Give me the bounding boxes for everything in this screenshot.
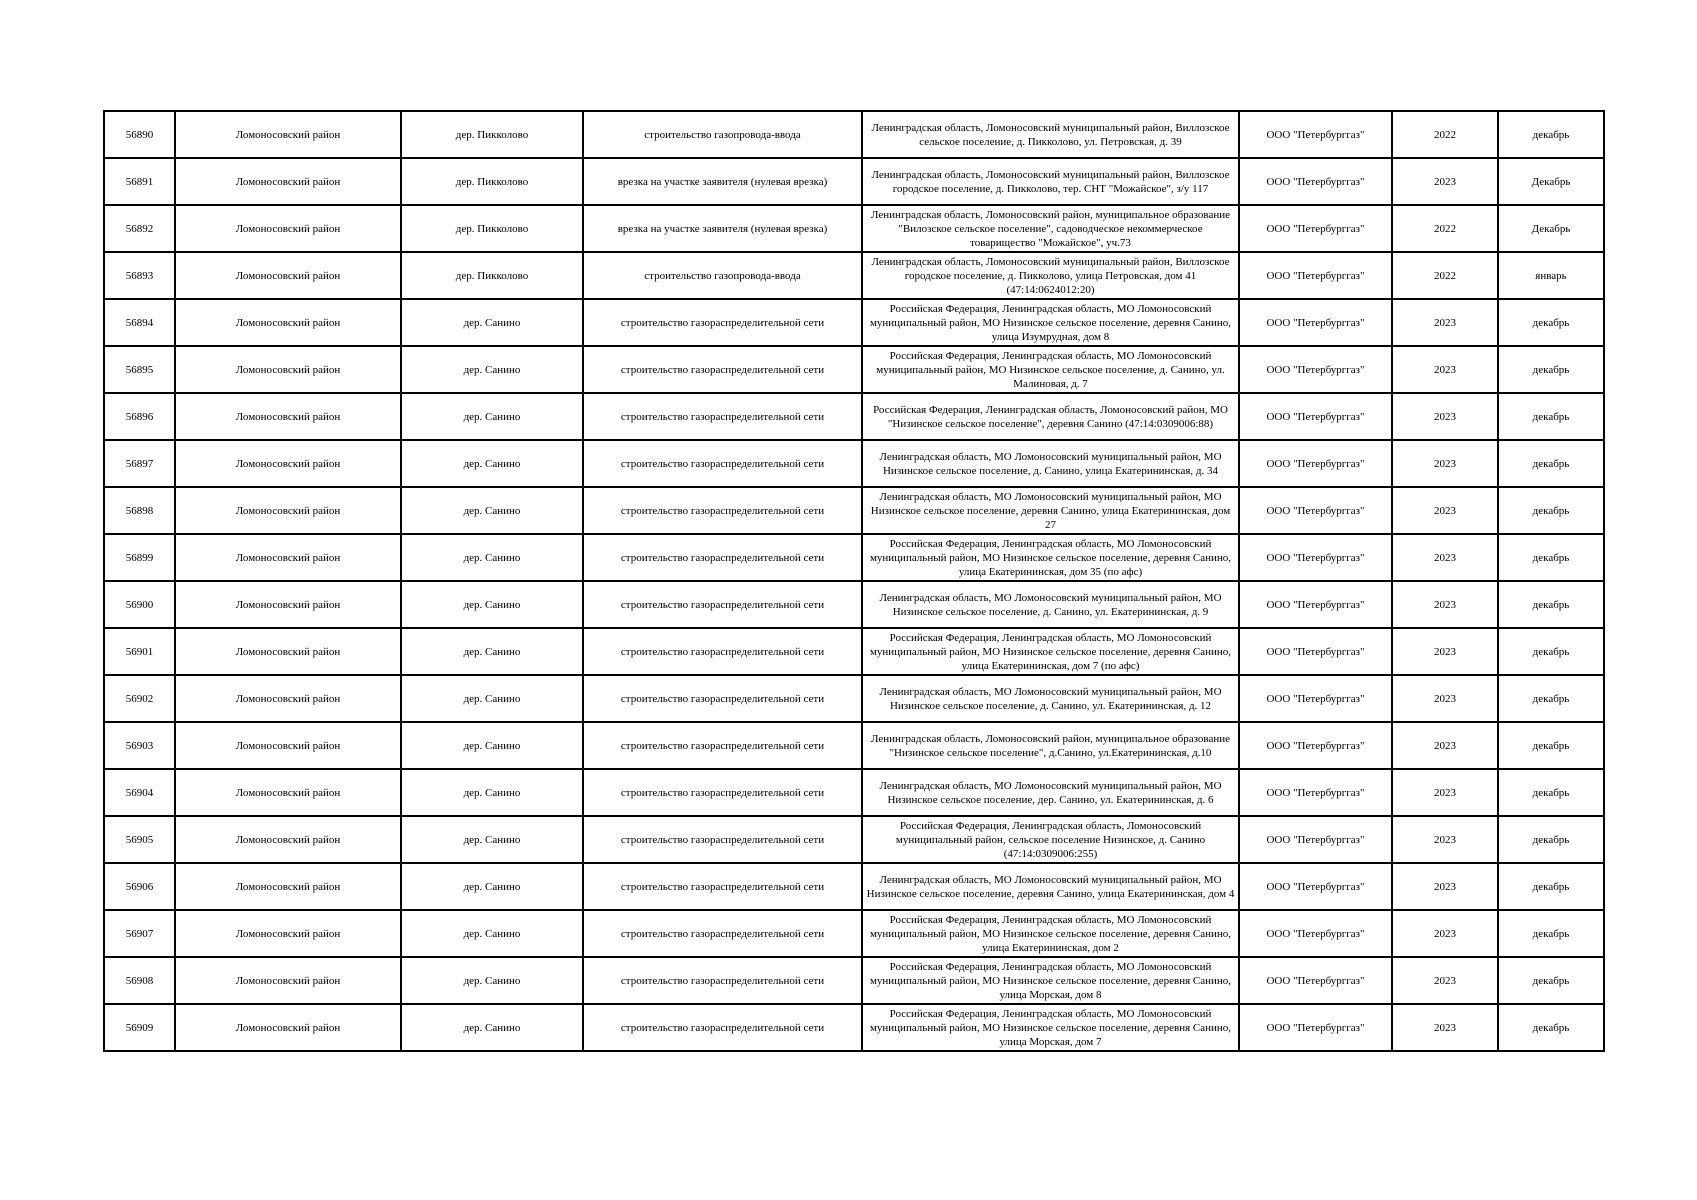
cell-settlement: дер. Санино bbox=[401, 534, 583, 581]
cell-address: Ленинградская область, Ломоносовский муниципальный район, Виллозское городское поселение, д. Пикколово, тер. СНТ "Можайское", з/у 117 bbox=[862, 158, 1239, 205]
cell-address: Российская Федерация, Ленинградская область, МО Ломоносовский муниципальный район, МО Низинское сельское поселение, деревня Санино, улица Екатерининская, дом 7 (по афс) bbox=[862, 628, 1239, 675]
cell-month: декабрь bbox=[1498, 910, 1604, 957]
cell-year: 2023 bbox=[1392, 346, 1498, 393]
cell-year: 2023 bbox=[1392, 158, 1498, 205]
cell-district: Ломоносовский район bbox=[175, 910, 401, 957]
cell-work-type: строительство газораспределительной сети bbox=[583, 299, 862, 346]
cell-settlement: дер. Пикколово bbox=[401, 158, 583, 205]
cell-year: 2023 bbox=[1392, 769, 1498, 816]
cell-organization: ООО "Петербурггаз" bbox=[1239, 299, 1392, 346]
cell-settlement: дер. Санино bbox=[401, 393, 583, 440]
cell-district: Ломоносовский район bbox=[175, 299, 401, 346]
cell-settlement: дер. Пикколово bbox=[401, 111, 583, 158]
cell-month: декабрь bbox=[1498, 1004, 1604, 1051]
cell-id: 56899 bbox=[104, 534, 175, 581]
cell-year: 2022 bbox=[1392, 205, 1498, 252]
cell-month: декабрь bbox=[1498, 675, 1604, 722]
cell-month: декабрь bbox=[1498, 816, 1604, 863]
cell-month: декабрь bbox=[1498, 111, 1604, 158]
cell-district: Ломоносовский район bbox=[175, 769, 401, 816]
cell-year: 2023 bbox=[1392, 1004, 1498, 1051]
cell-address: Ленинградская область, МО Ломоносовский муниципальный район, МО Низинское сельское поселение, д. Санино, ул. Екатерининская, д. 12 bbox=[862, 675, 1239, 722]
cell-id: 56896 bbox=[104, 393, 175, 440]
cell-district: Ломоносовский район bbox=[175, 957, 401, 1004]
cell-id: 56893 bbox=[104, 252, 175, 299]
cell-address: Российская Федерация, Ленинградская область, МО Ломоносовский муниципальный район, МО Низинское сельское поселение, д. Санино, ул. Малиновая, д. 7 bbox=[862, 346, 1239, 393]
cell-organization: ООО "Петербурггаз" bbox=[1239, 863, 1392, 910]
cell-organization: ООО "Петербурггаз" bbox=[1239, 1004, 1392, 1051]
cell-id: 56909 bbox=[104, 1004, 175, 1051]
cell-month: декабрь bbox=[1498, 487, 1604, 534]
cell-work-type: строительство газораспределительной сети bbox=[583, 957, 862, 1004]
cell-month: декабрь bbox=[1498, 722, 1604, 769]
cell-district: Ломоносовский район bbox=[175, 440, 401, 487]
cell-organization: ООО "Петербурггаз" bbox=[1239, 534, 1392, 581]
cell-district: Ломоносовский район bbox=[175, 581, 401, 628]
cell-month: декабрь bbox=[1498, 863, 1604, 910]
table-row bbox=[104, 910, 1604, 957]
cell-month: январь bbox=[1498, 252, 1604, 299]
cell-settlement: дер. Санино bbox=[401, 957, 583, 1004]
cell-id: 56904 bbox=[104, 769, 175, 816]
cell-id: 56895 bbox=[104, 346, 175, 393]
cell-organization: ООО "Петербурггаз" bbox=[1239, 487, 1392, 534]
cell-year: 2023 bbox=[1392, 628, 1498, 675]
cell-address: Ленинградская область, МО Ломоносовский муниципальный район, МО Низинское сельское поселение, д. Санино, улица Екатерининская, д. 34 bbox=[862, 440, 1239, 487]
cell-settlement: дер. Пикколово bbox=[401, 205, 583, 252]
cell-address: Российская Федерация, Ленинградская область, МО Ломоносовский муниципальный район, МО Низинское сельское поселение, деревня Санино, улица Изумрудная, дом 8 bbox=[862, 299, 1239, 346]
cell-id: 56898 bbox=[104, 487, 175, 534]
cell-district: Ломоносовский район bbox=[175, 816, 401, 863]
cell-address: Ленинградская область, Ломоносовский район, муниципальное образование "Низинское сельское поселение", д.Санино, ул.Екатерининская, д.10 bbox=[862, 722, 1239, 769]
table-row bbox=[104, 863, 1604, 910]
cell-work-type: врезка на участке заявителя (нулевая врезка) bbox=[583, 158, 862, 205]
cell-year: 2023 bbox=[1392, 957, 1498, 1004]
table-row bbox=[104, 346, 1604, 393]
cell-organization: ООО "Петербурггаз" bbox=[1239, 581, 1392, 628]
cell-month: декабрь bbox=[1498, 299, 1604, 346]
cell-organization: ООО "Петербурггаз" bbox=[1239, 111, 1392, 158]
cell-settlement: дер. Санино bbox=[401, 581, 583, 628]
cell-year: 2023 bbox=[1392, 910, 1498, 957]
cell-address: Ленинградская область, МО Ломоносовский муниципальный район, МО Низинское сельское поселение, д. Санино, ул. Екатерининская, д. 9 bbox=[862, 581, 1239, 628]
cell-work-type: строительство газораспределительной сети bbox=[583, 346, 862, 393]
table-row bbox=[104, 816, 1604, 863]
cell-id: 56906 bbox=[104, 863, 175, 910]
cell-work-type: строительство газораспределительной сети bbox=[583, 393, 862, 440]
cell-settlement: дер. Санино bbox=[401, 722, 583, 769]
cell-settlement: дер. Санино bbox=[401, 910, 583, 957]
table-row bbox=[104, 675, 1604, 722]
cell-month: декабрь bbox=[1498, 628, 1604, 675]
table-row bbox=[104, 1004, 1604, 1051]
cell-address: Ленинградская область, Ломоносовский муниципальный район, Виллозское городское поселение, д. Пикколово, улица Петровская, дом 41 (47:14:0624012:20) bbox=[862, 252, 1239, 299]
cell-id: 56905 bbox=[104, 816, 175, 863]
cell-address: Российская Федерация, Ленинградская область, Ломоносовский район, МО "Низинское сельское поселение", деревня Санино (47:14:0309006:88) bbox=[862, 393, 1239, 440]
cell-organization: ООО "Петербурггаз" bbox=[1239, 628, 1392, 675]
cell-work-type: строительство газораспределительной сети bbox=[583, 487, 862, 534]
cell-settlement: дер. Санино bbox=[401, 628, 583, 675]
cell-work-type: строительство газопровода-ввода bbox=[583, 111, 862, 158]
table-row bbox=[104, 393, 1604, 440]
cell-work-type: врезка на участке заявителя (нулевая врезка) bbox=[583, 205, 862, 252]
cell-year: 2023 bbox=[1392, 581, 1498, 628]
cell-organization: ООО "Петербурггаз" bbox=[1239, 910, 1392, 957]
cell-id: 56907 bbox=[104, 910, 175, 957]
cell-month: декабрь bbox=[1498, 769, 1604, 816]
table-row bbox=[104, 299, 1604, 346]
cell-district: Ломоносовский район bbox=[175, 346, 401, 393]
cell-work-type: строительство газораспределительной сети bbox=[583, 440, 862, 487]
table-body bbox=[104, 111, 1604, 1051]
cell-work-type: строительство газораспределительной сети bbox=[583, 769, 862, 816]
cell-month: Декабрь bbox=[1498, 205, 1604, 252]
cell-address: Российская Федерация, Ленинградская область, Ломоносовский муниципальный район, сельское поселение Низинское, д. Санино (47:14:0309006:255) bbox=[862, 816, 1239, 863]
cell-year: 2023 bbox=[1392, 816, 1498, 863]
cell-year: 2023 bbox=[1392, 393, 1498, 440]
cell-month: декабрь bbox=[1498, 393, 1604, 440]
cell-year: 2022 bbox=[1392, 252, 1498, 299]
cell-settlement: дер. Санино bbox=[401, 769, 583, 816]
cell-organization: ООО "Петербурггаз" bbox=[1239, 346, 1392, 393]
cell-organization: ООО "Петербурггаз" bbox=[1239, 205, 1392, 252]
cell-address: Ленинградская область, МО Ломоносовский муниципальный район, МО Низинское сельское поселение, деревня Санино, улица Екатерининская, дом 27 bbox=[862, 487, 1239, 534]
cell-address: Российская Федерация, Ленинградская область, МО Ломоносовский муниципальный район, МО Низинское сельское поселение, деревня Санино, улица Морская, дом 7 bbox=[862, 1004, 1239, 1051]
cell-id: 56892 bbox=[104, 205, 175, 252]
cell-settlement: дер. Санино bbox=[401, 1004, 583, 1051]
cell-id: 56902 bbox=[104, 675, 175, 722]
cell-settlement: дер. Санино bbox=[401, 346, 583, 393]
cell-address: Ленинградская область, Ломоносовский муниципальный район, Виллозское сельское поселение, д. Пикколово, ул. Петровская, д. 39 bbox=[862, 111, 1239, 158]
table-row bbox=[104, 252, 1604, 299]
cell-settlement: дер. Санино bbox=[401, 440, 583, 487]
cell-organization: ООО "Петербурггаз" bbox=[1239, 722, 1392, 769]
table-row bbox=[104, 769, 1604, 816]
cell-district: Ломоносовский район bbox=[175, 393, 401, 440]
cell-id: 56903 bbox=[104, 722, 175, 769]
cell-organization: ООО "Петербурггаз" bbox=[1239, 769, 1392, 816]
cell-id: 56890 bbox=[104, 111, 175, 158]
cell-address: Российская Федерация, Ленинградская область, МО Ломоносовский муниципальный район, МО Низинское сельское поселение, деревня Санино, улица Морская, дом 8 bbox=[862, 957, 1239, 1004]
cell-year: 2023 bbox=[1392, 722, 1498, 769]
cell-organization: ООО "Петербурггаз" bbox=[1239, 816, 1392, 863]
cell-district: Ломоносовский район bbox=[175, 534, 401, 581]
cell-work-type: строительство газораспределительной сети bbox=[583, 910, 862, 957]
cell-year: 2023 bbox=[1392, 487, 1498, 534]
table-row bbox=[104, 722, 1604, 769]
cell-month: Декабрь bbox=[1498, 158, 1604, 205]
cell-id: 56894 bbox=[104, 299, 175, 346]
cell-id: 56891 bbox=[104, 158, 175, 205]
cell-work-type: строительство газораспределительной сети bbox=[583, 863, 862, 910]
cell-work-type: строительство газораспределительной сети bbox=[583, 628, 862, 675]
cell-organization: ООО "Петербурггаз" bbox=[1239, 675, 1392, 722]
cell-settlement: дер. Санино bbox=[401, 299, 583, 346]
cell-id: 56908 bbox=[104, 957, 175, 1004]
cell-year: 2023 bbox=[1392, 675, 1498, 722]
cell-organization: ООО "Петербурггаз" bbox=[1239, 393, 1392, 440]
cell-district: Ломоносовский район bbox=[175, 1004, 401, 1051]
cell-month: декабрь bbox=[1498, 440, 1604, 487]
cell-id: 56901 bbox=[104, 628, 175, 675]
cell-id: 56900 bbox=[104, 581, 175, 628]
document-page bbox=[103, 110, 1603, 1052]
cell-address: Российская Федерация, Ленинградская область, МО Ломоносовский муниципальный район, МО Низинское сельское поселение, деревня Санино, улица Екатерининская, дом 2 bbox=[862, 910, 1239, 957]
table-row bbox=[104, 628, 1604, 675]
cell-year: 2023 bbox=[1392, 299, 1498, 346]
cell-organization: ООО "Петербурггаз" bbox=[1239, 957, 1392, 1004]
cell-work-type: строительство газораспределительной сети bbox=[583, 722, 862, 769]
cell-year: 2023 bbox=[1392, 863, 1498, 910]
gas-connections-table bbox=[103, 110, 1605, 1052]
cell-work-type: строительство газораспределительной сети bbox=[583, 816, 862, 863]
cell-work-type: строительство газопровода-ввода bbox=[583, 252, 862, 299]
table-row bbox=[104, 534, 1604, 581]
cell-district: Ломоносовский район bbox=[175, 628, 401, 675]
cell-work-type: строительство газораспределительной сети bbox=[583, 581, 862, 628]
cell-address: Российская Федерация, Ленинградская область, МО Ломоносовский муниципальный район, МО Низинское сельское поселение, деревня Санино, улица Екатерининская, дом 35 (по афс) bbox=[862, 534, 1239, 581]
table-row bbox=[104, 487, 1604, 534]
cell-year: 2023 bbox=[1392, 534, 1498, 581]
cell-month: декабрь bbox=[1498, 581, 1604, 628]
cell-district: Ломоносовский район bbox=[175, 252, 401, 299]
cell-address: Ленинградская область, МО Ломоносовский муниципальный район, МО Низинское сельское поселение, деревня Санино, улица Екатерининская, дом 4 bbox=[862, 863, 1239, 910]
cell-district: Ломоносовский район bbox=[175, 675, 401, 722]
cell-district: Ломоносовский район bbox=[175, 487, 401, 534]
cell-organization: ООО "Петербурггаз" bbox=[1239, 252, 1392, 299]
cell-settlement: дер. Санино bbox=[401, 816, 583, 863]
cell-district: Ломоносовский район bbox=[175, 111, 401, 158]
cell-settlement: дер. Санино bbox=[401, 487, 583, 534]
cell-organization: ООО "Петербурггаз" bbox=[1239, 158, 1392, 205]
table-row bbox=[104, 111, 1604, 158]
table-row bbox=[104, 957, 1604, 1004]
cell-month: декабрь bbox=[1498, 957, 1604, 1004]
cell-district: Ломоносовский район bbox=[175, 722, 401, 769]
cell-year: 2022 bbox=[1392, 111, 1498, 158]
table-row bbox=[104, 581, 1604, 628]
table-row bbox=[104, 158, 1604, 205]
cell-organization: ООО "Петербурггаз" bbox=[1239, 440, 1392, 487]
cell-district: Ломоносовский район bbox=[175, 205, 401, 252]
table-row bbox=[104, 440, 1604, 487]
cell-month: декабрь bbox=[1498, 346, 1604, 393]
cell-district: Ломоносовский район bbox=[175, 158, 401, 205]
cell-district: Ломоносовский район bbox=[175, 863, 401, 910]
cell-address: Ленинградская область, МО Ломоносовский муниципальный район, МО Низинское сельское поселение, дер. Санино, ул. Екатерининская, д. 6 bbox=[862, 769, 1239, 816]
cell-month: декабрь bbox=[1498, 534, 1604, 581]
cell-work-type: строительство газораспределительной сети bbox=[583, 534, 862, 581]
cell-year: 2023 bbox=[1392, 440, 1498, 487]
cell-address: Ленинградская область, Ломоносовский район, муниципальное образование "Вилозское сельское поселение", садоводческое некоммерческое товарищество "Можайское", уч.73 bbox=[862, 205, 1239, 252]
table-row bbox=[104, 205, 1604, 252]
cell-work-type: строительство газораспределительной сети bbox=[583, 675, 862, 722]
cell-settlement: дер. Санино bbox=[401, 675, 583, 722]
cell-settlement: дер. Пикколово bbox=[401, 252, 583, 299]
cell-settlement: дер. Санино bbox=[401, 863, 583, 910]
cell-id: 56897 bbox=[104, 440, 175, 487]
cell-work-type: строительство газораспределительной сети bbox=[583, 1004, 862, 1051]
